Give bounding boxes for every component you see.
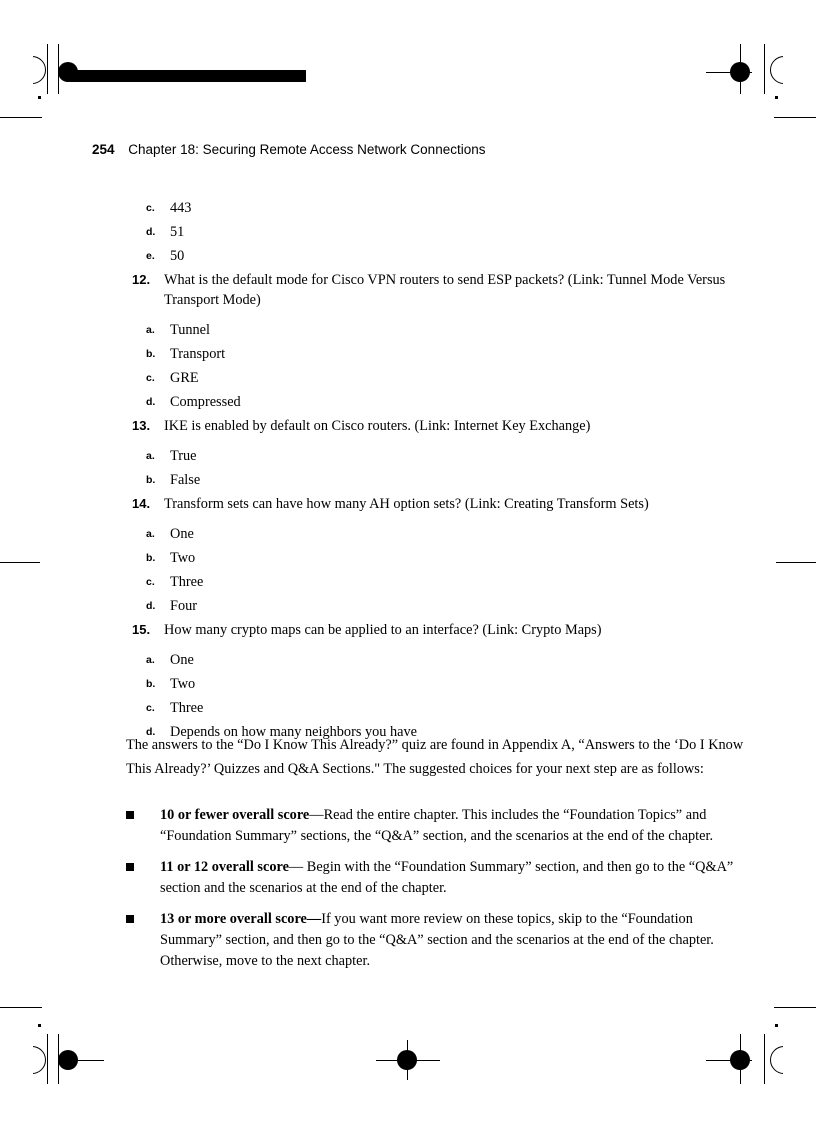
question-body: What is the default mode for Cisco VPN routers to send ESP packets? (Link: Tunnel Mode Versus Transport Mode) bbox=[164, 272, 726, 308]
answer-text: 50 bbox=[170, 248, 185, 264]
bullet-heading: 10 or fewer overall score bbox=[160, 807, 310, 823]
page-number: 254 bbox=[92, 142, 115, 157]
answer-text: Three bbox=[170, 700, 204, 716]
answer-text: Transport bbox=[170, 346, 226, 362]
question-15 bbox=[134, 620, 734, 744]
question-text bbox=[134, 416, 734, 436]
crop-mark bbox=[66, 1060, 104, 1061]
answer-option bbox=[146, 390, 734, 414]
registration-target-icon bbox=[18, 1046, 46, 1074]
chapter-title: Chapter 18: Securing Remote Access Network Connections bbox=[128, 142, 486, 157]
list-item bbox=[126, 805, 756, 847]
answer-letter: c. bbox=[146, 202, 155, 214]
registration-target-icon bbox=[18, 56, 46, 84]
answer-text: 51 bbox=[170, 224, 185, 240]
crop-mark bbox=[740, 1034, 741, 1084]
bullet-heading: 13 or more overall score— bbox=[160, 911, 322, 927]
question-number: 12. bbox=[132, 272, 151, 287]
answer-letter: b. bbox=[146, 348, 156, 360]
list-item bbox=[126, 909, 756, 972]
answer-letter: e. bbox=[146, 250, 155, 262]
crop-mark bbox=[764, 44, 765, 94]
answer-option bbox=[146, 244, 734, 268]
crop-mark bbox=[774, 117, 816, 118]
answer-letter: d. bbox=[146, 600, 156, 612]
question-body: Transform sets can have how many AH option sets? (Link: Creating Transform Sets) bbox=[164, 496, 649, 512]
answer-text: Depends on how many neighbors you have bbox=[170, 724, 417, 740]
square-bullet-icon bbox=[126, 811, 134, 819]
carryover-answers bbox=[134, 196, 734, 268]
question-number: 15. bbox=[132, 622, 151, 637]
answer-text: Compressed bbox=[170, 394, 241, 410]
crop-mark bbox=[774, 1007, 816, 1008]
answer-text: True bbox=[170, 448, 197, 464]
answer-option bbox=[146, 672, 734, 696]
answer-letter: c. bbox=[146, 576, 155, 588]
crop-mark bbox=[764, 1034, 765, 1084]
question-body: IKE is enabled by default on Cisco routers. (Link: Internet Key Exchange) bbox=[164, 418, 591, 434]
crop-mark bbox=[740, 44, 741, 94]
answer-option bbox=[146, 342, 734, 366]
question-text bbox=[134, 270, 734, 310]
crop-mark bbox=[0, 562, 40, 563]
square-bullet-icon bbox=[126, 915, 134, 923]
bullet-text: —Read the entire chapter. This includes the “Foundation Topics” and “Foundation Summary” sections, the “Q&A” section, and the scenarios at the end of the chapter. bbox=[160, 807, 714, 844]
answer-text: Four bbox=[170, 598, 198, 614]
crop-dot bbox=[38, 96, 41, 99]
answer-letter: a. bbox=[146, 324, 155, 336]
answer-option bbox=[146, 594, 734, 618]
bullet-heading: 11 or 12 overall score bbox=[160, 859, 289, 875]
answer-option bbox=[146, 570, 734, 594]
answer-option bbox=[146, 444, 734, 468]
answer-text: Three bbox=[170, 574, 204, 590]
crop-dot bbox=[38, 1024, 41, 1027]
question-number: 13. bbox=[132, 418, 151, 433]
header-black-bar bbox=[70, 70, 306, 82]
answer-letter: c. bbox=[146, 372, 155, 384]
running-header bbox=[92, 142, 485, 157]
crop-mark bbox=[776, 562, 816, 563]
registration-target-icon bbox=[770, 56, 798, 84]
crop-dot bbox=[775, 1024, 778, 1027]
answer-letter: c. bbox=[146, 702, 155, 714]
question-text bbox=[134, 494, 734, 514]
answer-letter: b. bbox=[146, 474, 156, 486]
question-text bbox=[134, 620, 734, 640]
answers-intro-paragraph: The answers to the “Do I Know This Already?” quiz are found in Appendix A, “Answers to the ‘Do I Know This Already?’ Quizzes and Q&A Sections." The suggested choices for your next step are as follows: bbox=[126, 737, 744, 777]
answer-option bbox=[146, 546, 734, 570]
answer-option bbox=[146, 696, 734, 720]
registration-target-icon bbox=[770, 1046, 798, 1074]
answer-option bbox=[146, 318, 734, 342]
answer-text: One bbox=[170, 526, 194, 542]
list-item bbox=[126, 857, 756, 899]
answer-letter: b. bbox=[146, 678, 156, 690]
answer-letter: d. bbox=[146, 226, 156, 238]
square-bullet-icon bbox=[126, 863, 134, 871]
score-guidance-list bbox=[126, 805, 756, 982]
answer-text: One bbox=[170, 652, 194, 668]
answer-option bbox=[146, 468, 734, 492]
answer-option bbox=[146, 220, 734, 244]
answer-text: GRE bbox=[170, 370, 199, 386]
answer-letter: a. bbox=[146, 528, 155, 540]
answer-text: False bbox=[170, 472, 201, 488]
crop-mark bbox=[47, 1034, 48, 1084]
answer-letter: d. bbox=[146, 726, 156, 738]
crop-mark bbox=[0, 117, 42, 118]
answer-option bbox=[146, 196, 734, 220]
question-body: How many crypto maps can be applied to an interface? (Link: Crypto Maps) bbox=[164, 622, 602, 638]
answer-option bbox=[146, 648, 734, 672]
answer-letter: d. bbox=[146, 396, 156, 408]
answer-letter: b. bbox=[146, 552, 156, 564]
quiz-content bbox=[134, 196, 734, 744]
question-13 bbox=[134, 416, 734, 492]
question-number: 14. bbox=[132, 496, 151, 511]
answer-text: Tunnel bbox=[170, 322, 210, 338]
question-14 bbox=[134, 494, 734, 618]
answer-letter: a. bbox=[146, 450, 155, 462]
registration-dot-icon bbox=[397, 1050, 417, 1070]
answer-text: 443 bbox=[170, 200, 192, 216]
crop-mark bbox=[47, 44, 48, 94]
answer-letter: a. bbox=[146, 654, 155, 666]
answer-text: Two bbox=[170, 676, 196, 692]
crop-dot bbox=[775, 96, 778, 99]
crop-mark bbox=[0, 1007, 42, 1008]
answer-option bbox=[146, 522, 734, 546]
bullet-text: If you want more review on these topics, skip to the “Foundation Summary” section, and then go to the “Q&A” section and the scenarios at the end of the chapter. Otherwise, move to the next chapter. bbox=[160, 911, 714, 969]
question-12 bbox=[134, 270, 734, 414]
bullet-text: — Begin with the “Foundation Summary” section, and then go to the “Q&A” section and the scenarios at the end of the chapter. bbox=[160, 859, 734, 896]
answer-option bbox=[146, 366, 734, 390]
answer-text: Two bbox=[170, 550, 196, 566]
